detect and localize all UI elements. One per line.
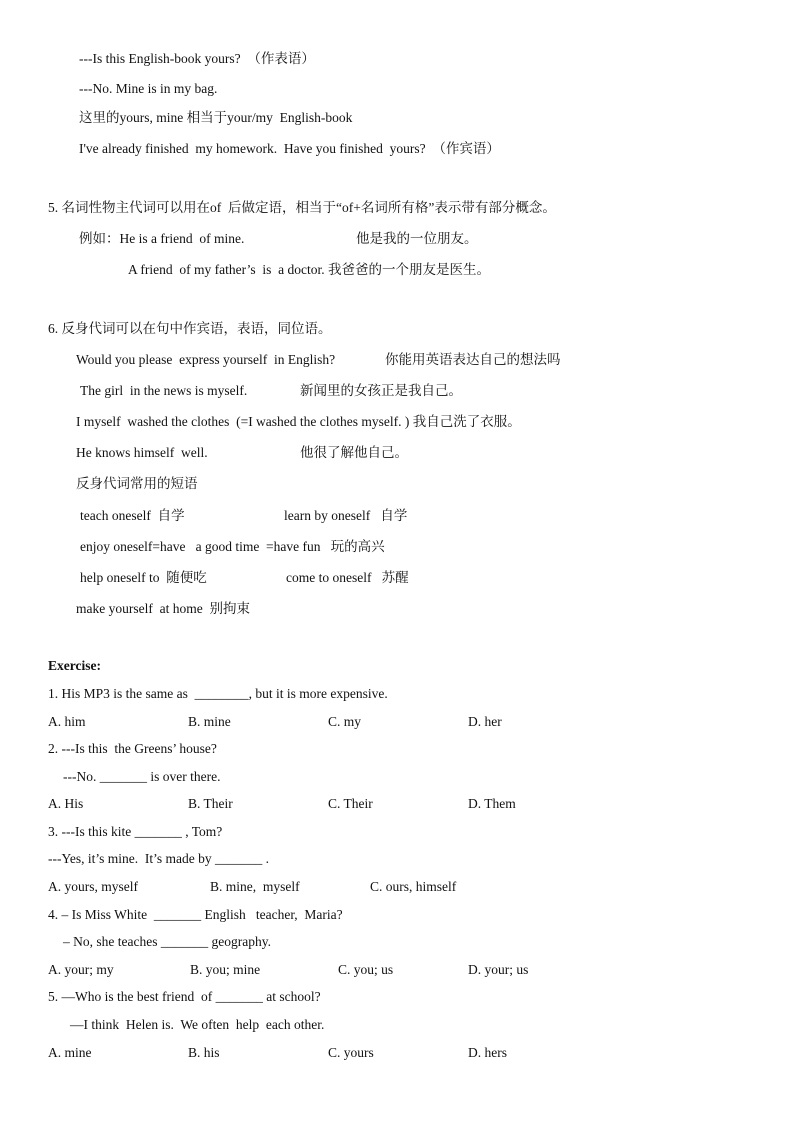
exercise-title: Exercise: xyxy=(48,658,101,673)
question-4-option-a: A. your; my xyxy=(48,962,114,977)
phrase-help-oneself: help oneself to 随便吃 xyxy=(80,570,207,585)
section-6-example-1-cn: 你能用英语表达自己的想法吗 xyxy=(385,352,561,367)
question-2-option-c: C. Their xyxy=(328,796,373,811)
phrase-come-to-oneself: come to oneself 苏醒 xyxy=(286,570,409,585)
question-3-option-a: A. yours, myself xyxy=(48,879,138,894)
phrase-learn-by-oneself: learn by oneself 自学 xyxy=(284,508,408,523)
question-4-stem-1: 4. – Is Miss White _______ English teacher, Maria? xyxy=(48,907,343,922)
question-3-option-c: C. ours, himself xyxy=(370,879,457,894)
question-2-stem-2: ---No. _______ is over there. xyxy=(63,769,221,784)
question-2-option-b: B. Their xyxy=(188,796,233,811)
phrases-title: 反身代词常用的短语 xyxy=(76,476,198,491)
phrase-enjoy-oneself: enjoy oneself=have a good time =have fun 玩的高兴 xyxy=(80,539,385,554)
question-5-option-b: B. his xyxy=(188,1045,220,1060)
question-5-option-d: D. hers xyxy=(468,1045,507,1060)
section-6-example-2-en: The girl in the news is myself. xyxy=(80,383,248,398)
phrase-make-yourself-at-home: make yourself at home 别拘束 xyxy=(76,601,250,616)
question-1-option-d: D. her xyxy=(468,714,502,729)
question-2-option-d: D. Them xyxy=(468,796,516,811)
section-6-heading: 6. 反身代词可以在句中作宾语，表语，同位语。 xyxy=(48,321,332,336)
question-5-stem-2: —I think Helen is. We often help each other. xyxy=(70,1017,325,1032)
question-4-option-b: B. you; mine xyxy=(190,962,261,977)
section-6-example-2-cn: 新闻里的女孩正是我自己。 xyxy=(300,383,462,398)
section-5-heading: 5. 名词性物主代词可以用在of 后做定语，相当于“of+名词所有格”表示带有部分概念。 xyxy=(48,200,556,215)
question-3-option-b: B. mine, myself xyxy=(210,879,300,894)
section-6-example-1-en: Would you please express yourself in English? xyxy=(76,352,336,367)
question-3-stem-1: 3. ---Is this kite _______ , Tom? xyxy=(48,824,223,839)
question-1-option-a: A. him xyxy=(48,714,86,729)
question-1-stem: 1. His MP3 is the same as ________, but it is more expensive. xyxy=(48,686,388,701)
question-5-stem-1: 5. —Who is the best friend of _______ at school? xyxy=(48,989,321,1004)
intro-line-1: ---Is this English-book yours? （作表语） xyxy=(79,51,315,66)
question-4-option-d: D. your; us xyxy=(468,962,529,977)
question-5-option-a: A. mine xyxy=(48,1045,92,1060)
section-5-example-1-en: 例如：He is a friend of mine. xyxy=(79,231,245,246)
section-6-example-4-en: He knows himself well. xyxy=(76,445,208,460)
intro-line-4: I've already finished my homework. Have you finished yours? （作宾语） xyxy=(79,141,500,156)
question-2-option-a: A. His xyxy=(48,796,84,811)
section-5-example-1-cn: 他是我的一位朋友。 xyxy=(356,231,478,246)
section-5-example-2: A friend of my father’s is a doctor. 我爸爸的一个朋友是医生。 xyxy=(128,262,490,277)
section-6-example-3: I myself washed the clothes (=I washed the clothes myself. ) 我自己洗了衣服。 xyxy=(76,414,521,429)
question-1-option-c: C. my xyxy=(328,714,362,729)
question-4-stem-2: – No, she teaches _______ geography. xyxy=(63,934,271,949)
section-6-example-4-cn: 他很了解他自己。 xyxy=(300,445,408,460)
question-1-option-b: B. mine xyxy=(188,714,231,729)
intro-line-2: ---No. Mine is in my bag. xyxy=(79,81,218,96)
question-2-stem-1: 2. ---Is this the Greens’ house? xyxy=(48,741,217,756)
question-4-option-c: C. you; us xyxy=(338,962,394,977)
intro-line-3: 这里的yours, mine 相当于your/my English-book xyxy=(79,110,353,125)
phrase-teach-oneself: teach oneself 自学 xyxy=(80,508,185,523)
question-3-stem-2: ---Yes, it’s mine. It’s made by _______ . xyxy=(48,851,269,866)
question-5-option-c: C. yours xyxy=(328,1045,374,1060)
